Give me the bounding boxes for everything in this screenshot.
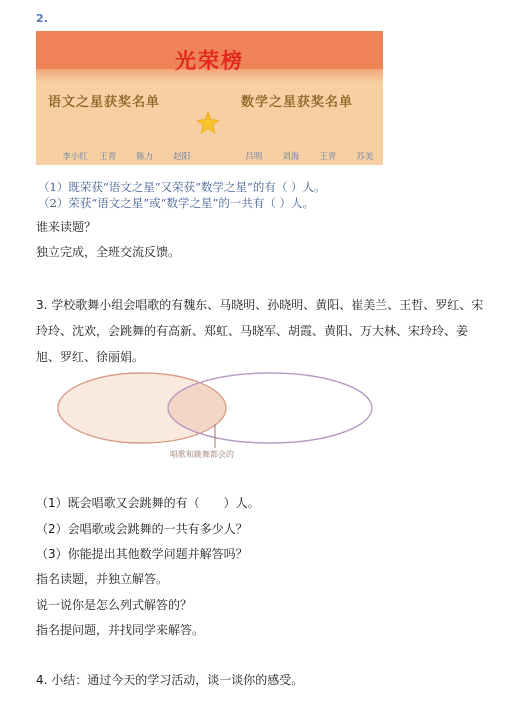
say-how-line: 说一说你是怎么列式解答的？ <box>36 598 193 612</box>
name: 陈力 <box>136 152 154 162</box>
q3-sub-3: （3）你能提出其他数学问题并解答吗？ <box>36 547 248 561</box>
q3-sub-1: （1）既会唱歌又会跳舞的有（ ）人。 <box>36 496 260 510</box>
name: 王青 <box>319 152 337 162</box>
independent-line: 独立完成，全班交流反馈。 <box>36 245 181 259</box>
chinese-star-names <box>46 115 210 165</box>
name: 赵阳 <box>173 152 191 162</box>
venn-diagram <box>48 368 378 460</box>
name-read-line: 指名读题，并独立解答。 <box>36 572 169 586</box>
name: 李小红 <box>62 152 88 162</box>
name: 刘海 <box>282 152 300 162</box>
question-4-summary: 4. 小结：通过今天的学习活动，谈一谈你的感受。 <box>36 673 304 687</box>
name: 苏美 <box>356 152 374 162</box>
question-2-number: 2. <box>36 12 48 25</box>
q3-sub-2: （2）会唱歌或会跳舞的一共有多少人？ <box>36 522 248 536</box>
who-reads-line: 谁来读题？ <box>36 220 97 234</box>
name: 王青 <box>99 152 117 162</box>
banner-title: 光荣榜 <box>175 49 244 73</box>
ask-question-line: 指名提问题，并找同学来解答。 <box>36 623 205 637</box>
question-3-stem: 3. 学校歌舞小组会唱歌的有魏东、马晓明、孙晓明、黄阳、崔美兰、王哲、罗红、宋玲玲、沈欢，会跳舞的有高新、郑虹、马晓军、胡霞、黄阳、万大林、宋玲玲、姜旭、罗红、徐丽娟。 <box>36 298 484 364</box>
left-name-row-1 <box>46 139 210 165</box>
q2-sub-question-1: （1）既荣获“语文之星”又荣获“数学之星”的有（ ）人。 <box>38 180 326 194</box>
math-star-heading: 数学之星获奖名单 <box>241 95 354 110</box>
venn-overlap-label: 唱歌和跳舞都会的 <box>170 450 234 459</box>
math-star-names <box>229 115 383 165</box>
honor-board-banner <box>36 31 383 165</box>
chinese-star-heading: 语文之星获奖名单 <box>48 95 161 110</box>
q2-sub-question-2: （2）荣获“语文之星”或“数学之星”的一共有（ ）人。 <box>38 196 314 210</box>
right-name-row-1 <box>229 139 383 165</box>
name: 吕明 <box>245 152 263 162</box>
